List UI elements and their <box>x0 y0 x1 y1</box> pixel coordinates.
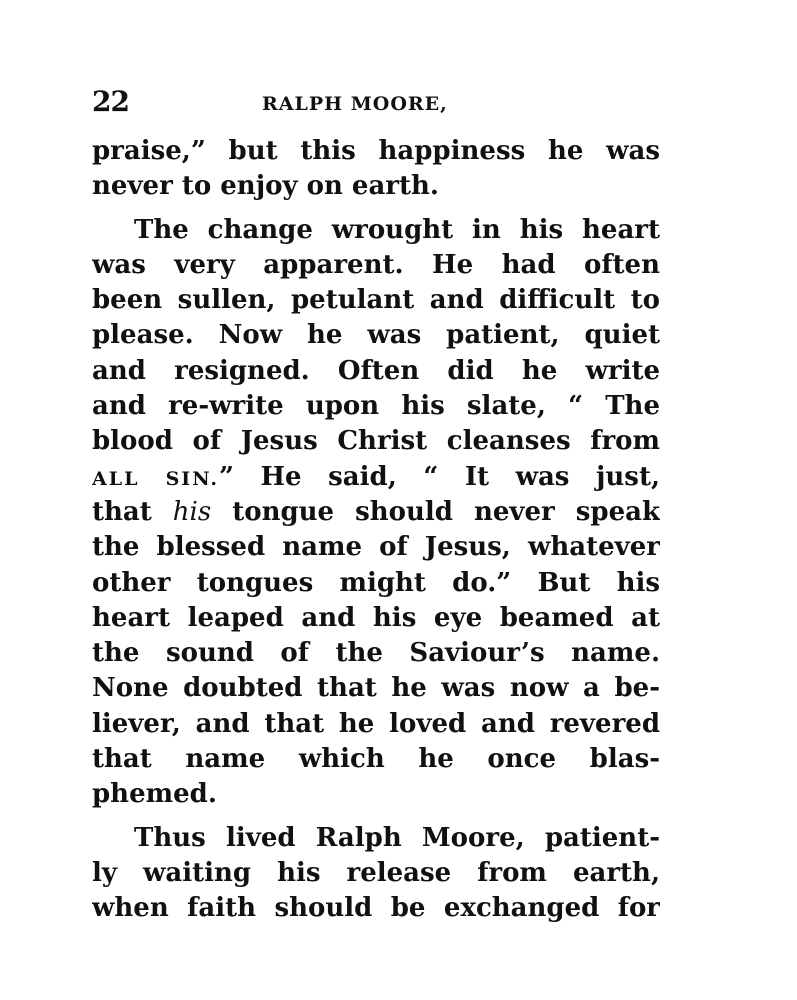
italic-text: his <box>172 496 212 527</box>
text-line: praise,” but this happiness he was <box>92 136 660 166</box>
text-span: that <box>92 496 152 527</box>
text-line <box>92 495 660 530</box>
text-line: and resigned. Often did he write <box>92 355 660 386</box>
text-line: the blessed name of Jesus, whatever <box>92 532 660 563</box>
text-line: other tongues might do.” But his <box>92 567 660 598</box>
text-line: the sound of the Saviour’s name. <box>92 638 660 669</box>
text-span: tongue should never speak <box>232 496 660 527</box>
text-line: blood of Jesus Christ cleanses from <box>92 426 660 457</box>
text-line: was very apparent. He had often <box>92 249 660 280</box>
running-title: RALPH MOORE, <box>262 93 448 115</box>
text-line: that name which he once blas- <box>92 744 660 775</box>
text-line: heart leaped and his eye beamed at <box>92 602 660 633</box>
text-line: ly waiting his release from earth, <box>92 857 660 888</box>
text-line: None doubted that he was now a be- <box>92 673 660 704</box>
text-line <box>92 460 660 495</box>
text-line: when faith should be exchanged for <box>92 893 660 924</box>
text-line: phemed. <box>92 779 217 810</box>
text-span: ” He said, “ It was just, <box>218 461 660 492</box>
text-line: liever, and that he loved and revered <box>92 708 660 739</box>
text-line: please. Now he was patient, quiet <box>92 320 660 351</box>
text-line: and re-write upon his slate, “ The <box>92 391 660 422</box>
text-line: never to enjoy on earth. <box>92 171 439 202</box>
text-line: been sullen, petulant and difficult to <box>92 285 660 316</box>
page-number: 22 <box>92 85 129 118</box>
small-caps-text: ALL SIN. <box>92 467 219 490</box>
text-line: Thus lived Ralph Moore, patient- <box>134 822 660 853</box>
body-text <box>92 134 660 927</box>
text-line: The change wrought in his heart <box>134 214 660 245</box>
running-header <box>92 85 660 122</box>
book-page <box>92 85 660 927</box>
